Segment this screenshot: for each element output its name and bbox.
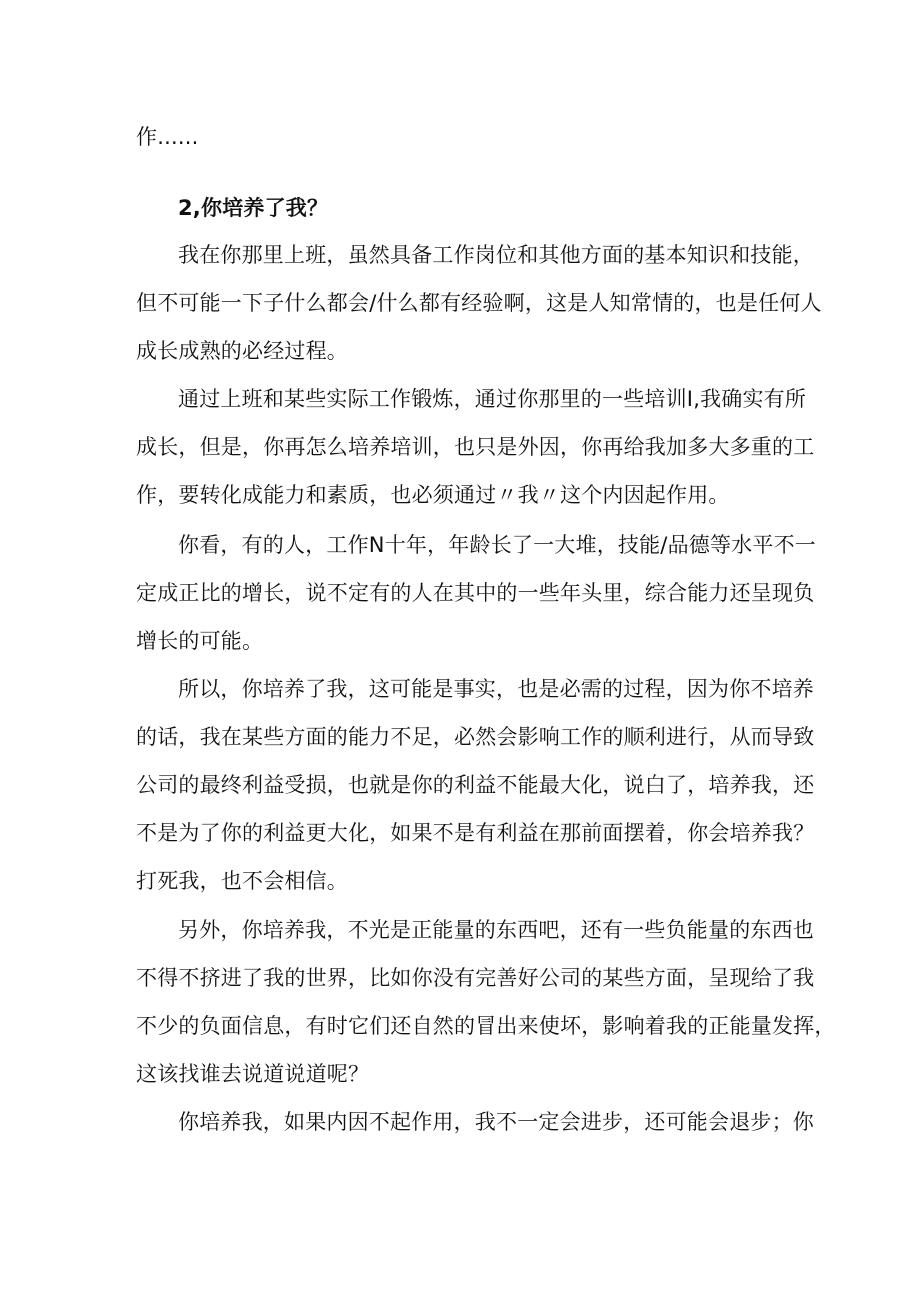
paragraph-6-line-1: 你培养我，如果内因不起作用，我不一定会进步，还可能会退步；你 xyxy=(178,1110,814,1134)
paragraph-4-line-4: 不是为了你的利益更大化，如果不是有利益在那前面摆着，你会培养我？ xyxy=(136,821,815,845)
paragraph-1-line-2: 但不可能一下子什么都会/什么都有经验啊，这是人知常情的，也是任何人 xyxy=(136,291,822,315)
paragraph-4-line-2: 的话，我在某些方面的能力不足，必然会影响工作的顺利进行，从而导致 xyxy=(136,725,815,749)
paragraph-1-line-1: 我在你那里上班，虽然具备工作岗位和其他方面的基本知识和技能， xyxy=(178,243,814,267)
paragraph-5-line-4: 这该找谁去说道说道呢？ xyxy=(136,1062,370,1086)
paragraph-2-line-2: 成长，但是，你再怎么培养培训，也只是外因，你再给我加多大多重的工 xyxy=(136,435,815,459)
paragraph-5-line-3: 不少的负面信息，有时它们还自然的冒出来使坏，影响着我的正能量发挥， xyxy=(136,1014,836,1038)
paragraph-3-line-3: 增长的可能。 xyxy=(136,629,264,653)
paragraph-2-line-1: 通过上班和某些实际工作锻炼，通过你那里的一些培训Ⅰ,我确实有所 xyxy=(178,387,807,411)
paragraph-5-line-1: 另外，你培养我，不光是正能量的东西吧，还有一些负能量的东西也 xyxy=(178,918,814,942)
paragraph-3-line-2: 定成正比的增长，说不定有的人在其中的一些年头里，综合能力还呈现负 xyxy=(136,581,815,605)
paragraph-3-line-1: 你看，有的人，工作N十年，年龄长了一大堆，技能/品德等水平不一 xyxy=(178,533,816,557)
section-heading: 2,你培养了我？ xyxy=(178,196,329,220)
paragraph-5-line-2: 不得不挤进了我的世界，比如你没有完善好公司的某些方面，呈现给了我 xyxy=(136,966,815,990)
paragraph-2-line-3: 作，要转化成能力和素质，也必须通过〃我〃这个内因起作用。 xyxy=(136,483,730,507)
intro-fragment: 作...... xyxy=(136,125,199,149)
paragraph-4-line-3: 公司的最终利益受损，也就是你的利益不能最大化，说白了，培养我，还 xyxy=(136,773,815,797)
paragraph-4-line-5: 打死我，也不会相信。 xyxy=(136,869,348,893)
paragraph-1-line-3: 成长成熟的必经过程。 xyxy=(136,339,348,363)
paragraph-4-line-1: 所以，你培养了我，这可能是事实，也是必需的过程，因为你不培养 xyxy=(178,677,814,701)
